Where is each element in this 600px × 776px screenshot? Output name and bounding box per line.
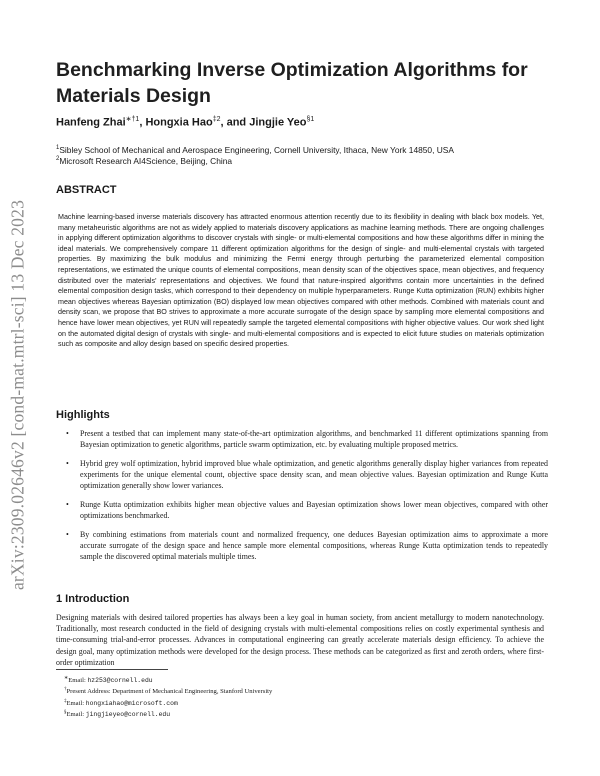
bullet-icon: • [66,500,69,509]
footnote-email-link[interactable]: jingjieyeo@cornell.edu [85,711,171,719]
footnote-divider [56,669,168,670]
footnote [64,708,272,719]
footnote-label: Email: [66,711,86,719]
affiliation-text: Microsoft Research AI4Science, Beijing, China [59,155,233,166]
footnote-mark: † [64,687,67,693]
footnote-label: Email: [68,677,88,685]
author-name: Hongxia Hao [145,116,213,129]
affiliation-mark: 2 [56,156,60,162]
author-list [56,115,314,129]
author-name: Jingjie Yeo [249,116,307,129]
paper-title: Benchmarking Inverse Optimization Algorithms for Materials Design [56,59,528,107]
highlight-text: Hybrid grey wolf optimization, hybrid improved blue whale optimization, and genetic algorithms generally display higher variances from repeated experiments for the unique elemental count, objective space density scan, and mean objective values. Bayesian optimization and Runge Kutta optimization generally show lower variances. [80,459,548,490]
highlight-item [66,529,548,562]
footnote-label: Present Address: Department of Mechanical Engineering, Stanford University [66,688,273,696]
bullet-icon: • [66,530,69,539]
author-marks: ∗†1 [125,116,140,123]
author-marks: §1 [306,116,315,123]
affiliation-2 [56,154,556,167]
affiliation-mark: 1 [56,145,60,151]
introduction-text: Designing materials with desired tailored properties has always been a key goal in human society, from ancient metallurgy to modern nanotechnology. Traditionally, most research conducted in the field of designing crystals with multi-elemental compositions relies on costly experimental synthesis and time-consuming trial-and-error processes. Advances in computational engineering can greatly accelerate materials design efficiency. To achieve the design goal, many optimization methods were developed for the design process. These methods can be categorized as first and zeroth orders, where first-order optimization [56,613,544,667]
footnote [64,697,272,708]
footnote [64,685,272,696]
footnote [64,674,272,685]
introduction-heading: 1 Introduction [56,593,130,605]
author-name: Hanfeng Zhai [56,116,126,129]
highlight-item [66,428,548,450]
footnote-mark: ∗ [64,676,69,681]
highlight-text: By combining estimations from materials count and normalized frequency, one deduces Bayesian optimization aims to approximate a more accurate surrogate of the design space and hence sample more elemental compositions, whereas Runge Kutta optimization tends to repeatedly sample the discovered optimal materials multiple times. [80,530,548,561]
affiliation-text: Sibley School of Mechanical and Aerospace Engineering, Cornell University, Ithaca, New York 14850, USA [59,144,454,155]
arxiv-identifier: arXiv:2309.02646v2 [cond-mat.mtrl-sci] 13 Dec 2023 [7,199,28,591]
author-separator: , [139,116,146,129]
footnote-mark: § [64,710,67,716]
highlights-heading: Highlights [56,409,110,421]
abstract-heading: ABSTRACT [56,184,117,196]
highlights-list [66,428,548,570]
footnote-mark: ‡ [64,698,67,704]
footnote-label: Email: [66,699,86,707]
bullet-icon: • [66,459,69,468]
author-marks: ‡2 [212,116,221,123]
footnote-email-link[interactable]: hongxiahao@microsoft.com [85,699,178,707]
highlight-text: Runge Kutta optimization exhibits higher mean objective values and Bayesian optimization shows lower mean objectives, compared with other optimizations benchmarked. [80,500,548,520]
highlight-item [66,499,548,521]
highlight-item [66,458,548,491]
abstract-text: Machine learning-based inverse materials discovery has attracted enormous attention recently due to its flexibility in dealing with black box models. Yet, many metaheuristic algorithms are not as widely applied to materials discovery applications as machine learning methods. There are ongoing challenges in applying different optimization algorithms to discover crystals with single- or multi-elemental compositions and how these algorithms differ in mining the ideal materials. We comprehensively compare 11 different optimization algorithms for the design of single- and multi-elemental crystals with targeted properties. By maximizing the bulk modulus and minimizing the Fermi energy through perturbing the parameterized elemental composition representations, we estimated the unique counts of elemental compositions, mean density scan of the objectives space, mean objectives, and frequency distributed over the materials' representations and objectives. We found that nature-inspired algorithms contain more uncertainties in the defined elemental composition design tasks, which correspond to their dependency on multiple hyperparameters. Runge Kutta optimization (RUN) exhibits higher mean objectives whereas Bayesian optimization (BO) displayed low mean objectives compared with other methods. Combined with materials count and density scan, we propose that BO strives to approximate a more accurate surrogate of the design space by sampling more elemental compositions and hence have lower mean objectives, yet RUN will repeatedly sample the targeted elemental compositions with higher objective values. Our work shed light on the automated digital design of crystals with single- and multi-elemental compositions and is expected to elicit future studies on materials optimization such as composite and alloy design based on specific desired properties. [58,213,544,349]
author-separator: , and [220,116,250,129]
footnotes [64,674,272,720]
arxiv-stamp [0,0,36,776]
bullet-icon: • [66,429,69,438]
highlight-text: Present a testbed that can implement many state-of-the-art optimization algorithms, and benchmarked 11 different optimizations spanning from Bayesian optimization to genetic algorithms, particle swarm optimization, etc. by evaluating multiple proposed metrics. [80,429,548,449]
footnote-email-link[interactable]: hz253@cornell.edu [87,677,153,685]
